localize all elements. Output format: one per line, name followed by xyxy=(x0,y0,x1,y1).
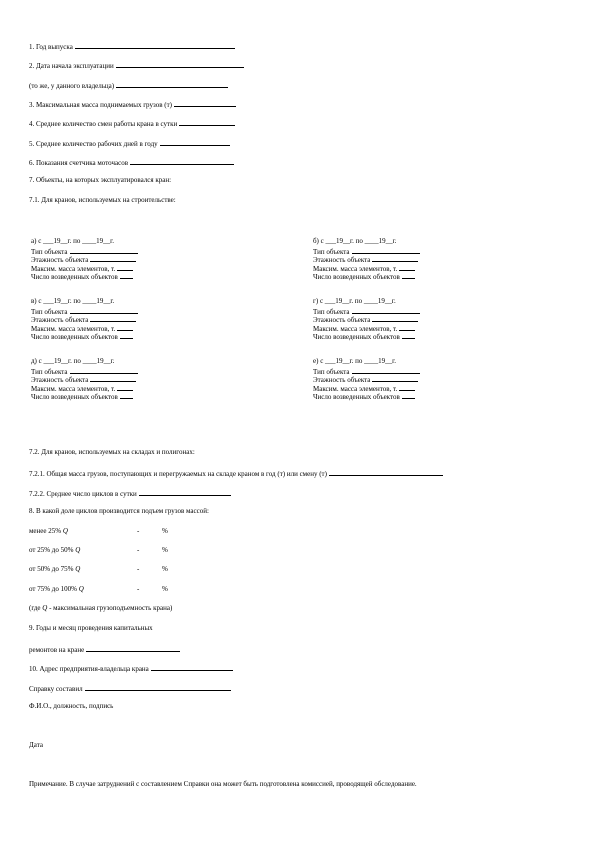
answer-line[interactable] xyxy=(86,644,180,652)
answer-line[interactable] xyxy=(372,314,418,322)
section-objects: 7. Объекты, на которых эксплуатировался кран: xyxy=(29,176,172,184)
object-type-label: Тип объекта xyxy=(31,247,68,256)
field-label: 2. Дата начала эксплуатации xyxy=(29,62,114,70)
object-block xyxy=(31,237,138,280)
field-shifts xyxy=(29,118,235,129)
load-dash: - xyxy=(137,585,140,593)
date-label: Дата xyxy=(29,741,43,749)
answer-line[interactable] xyxy=(90,314,136,322)
answer-line[interactable] xyxy=(174,99,236,107)
field-max-mass xyxy=(29,99,236,110)
field-label: ремонтов на кране xyxy=(29,646,85,654)
object-period[interactable]: б) с ___19__г. по ____19__г. xyxy=(313,237,397,245)
object-count-label: Число возведенных объектов xyxy=(313,273,400,281)
q-symbol: Q xyxy=(75,546,81,554)
answer-line[interactable] xyxy=(399,323,415,331)
object-floors-label: Этажность объекта xyxy=(31,256,89,264)
answer-line[interactable] xyxy=(352,366,420,374)
load-row xyxy=(29,527,68,536)
object-count-label: Число возведенных объектов xyxy=(313,333,400,341)
answer-line[interactable] xyxy=(329,468,443,476)
signature-label: Ф.И.О., должность, подпись xyxy=(29,702,114,710)
answer-line[interactable] xyxy=(70,306,138,314)
field-label: 5. Среднее количество рабочих дней в году xyxy=(29,140,158,148)
object-block xyxy=(31,297,138,340)
answer-line[interactable] xyxy=(372,254,418,262)
field-compiled xyxy=(29,683,231,694)
field-label: 10. Адрес предприятия-владельца крана xyxy=(29,665,149,673)
object-floors-label: Этажность объекта xyxy=(31,376,89,384)
object-floors-label: Этажность объекта xyxy=(313,256,371,264)
field-label: 4. Среднее количество смен работы крана в сутки xyxy=(29,120,178,128)
object-floors-label: Этажность объекта xyxy=(313,316,371,324)
load-note xyxy=(29,604,172,613)
field-label: (то же, у данного владельца) xyxy=(29,82,115,90)
answer-line[interactable] xyxy=(402,271,415,279)
q-symbol: Q xyxy=(75,565,81,573)
object-mass-label: Максим. масса элементов, т. xyxy=(31,324,116,333)
object-count-label: Число возведенных объектов xyxy=(313,393,400,401)
object-mass-label: Максим. масса элементов, т. xyxy=(31,264,116,273)
load-row xyxy=(29,585,84,594)
load-percent[interactable]: % xyxy=(162,585,168,593)
answer-line[interactable] xyxy=(399,383,415,391)
answer-line[interactable] xyxy=(117,323,133,331)
load-dash: - xyxy=(137,565,140,573)
field-label: 7.2.1. Общая масса грузов, поступающих и перегружаемых на складе краном в год (т) или смену (т) xyxy=(29,470,327,478)
section-warehouse: 7.2. Для кранов, используемых на складах и полигонах: xyxy=(29,448,195,456)
load-percent[interactable]: % xyxy=(162,565,168,573)
object-block xyxy=(313,297,420,340)
object-mass-label: Максим. масса элементов, т. xyxy=(313,384,398,393)
field-workdays xyxy=(29,138,230,149)
object-block xyxy=(313,357,420,400)
answer-line[interactable] xyxy=(352,246,420,254)
field-start-date-owner xyxy=(29,80,228,91)
answer-line[interactable] xyxy=(120,271,133,279)
object-mass-label: Максим. масса элементов, т. xyxy=(313,324,398,333)
object-period[interactable]: в) с ___19__г. по ____19__г. xyxy=(31,297,115,305)
object-type-label: Тип объекта xyxy=(313,367,350,376)
object-type-label: Тип объекта xyxy=(313,307,350,316)
field-label: 3. Максимальная масса поднимаемых грузов (т) xyxy=(29,101,172,109)
answer-line[interactable] xyxy=(85,683,231,691)
answer-line[interactable] xyxy=(116,80,228,88)
object-mass-label: Максим. масса элементов, т. xyxy=(31,384,116,393)
answer-line[interactable] xyxy=(372,374,418,382)
load-range: от 50% до 75% xyxy=(29,565,74,573)
object-type-label: Тип объекта xyxy=(313,247,350,256)
field-repairs: 9. Годы и месяц проведения капитальных xyxy=(29,624,153,632)
answer-line[interactable] xyxy=(120,331,133,339)
object-block xyxy=(313,237,420,280)
field-address xyxy=(29,663,233,674)
answer-line[interactable] xyxy=(70,246,138,254)
field-cycles xyxy=(29,488,231,499)
answer-line[interactable] xyxy=(70,366,138,374)
answer-line[interactable] xyxy=(117,383,133,391)
load-range: менее 25% xyxy=(29,527,62,535)
q-symbol: Q xyxy=(42,604,48,612)
section-construction: 7.1. Для кранов, используемых на строительстве: xyxy=(29,196,176,204)
field-total-mass xyxy=(29,468,443,479)
answer-line[interactable] xyxy=(120,391,133,399)
object-period[interactable]: д) с ___19__г. по ____19__г. xyxy=(31,357,115,365)
load-percent[interactable]: % xyxy=(162,546,168,554)
answer-line[interactable] xyxy=(139,488,231,496)
field-label: 1. Год выпуска xyxy=(29,43,73,51)
answer-line[interactable] xyxy=(399,263,415,271)
answer-line[interactable] xyxy=(352,306,420,314)
answer-line[interactable] xyxy=(90,254,136,262)
q-symbol: Q xyxy=(78,585,84,593)
object-floors-label: Этажность объекта xyxy=(31,316,89,324)
answer-line[interactable] xyxy=(116,60,244,68)
object-block xyxy=(31,357,138,400)
q-symbol: Q xyxy=(62,527,68,535)
object-count-label: Число возведенных объектов xyxy=(31,333,118,341)
answer-line[interactable] xyxy=(160,138,230,146)
answer-line[interactable] xyxy=(402,331,415,339)
load-percent[interactable]: % xyxy=(162,527,168,535)
field-label: 7.2.2. Среднее число циклов в сутки xyxy=(29,490,137,498)
load-range: от 75% до 100% xyxy=(29,585,77,593)
answer-line[interactable] xyxy=(151,663,233,671)
load-dash: - xyxy=(137,546,140,554)
field-label: Справку составил xyxy=(29,685,83,693)
answer-line[interactable] xyxy=(117,263,133,271)
load-row xyxy=(29,546,80,555)
object-period[interactable]: е) с ___19__г. по ____19__г. xyxy=(313,357,396,365)
remark: Примечание. В случае затруднений с составлением Справки она может быть подготовлена комиссией, проводящей обследование. xyxy=(29,780,417,788)
field-start-date xyxy=(29,60,244,71)
answer-line[interactable] xyxy=(90,374,136,382)
load-dash: - xyxy=(137,527,140,535)
load-range: от 25% до 50% xyxy=(29,546,74,554)
object-period[interactable]: г) с ___19__г. по ____19__г. xyxy=(313,297,396,305)
object-mass-label: Максим. масса элементов, т. xyxy=(313,264,398,273)
answer-line[interactable] xyxy=(402,391,415,399)
section-load-share: 8. В какой доле циклов производится подъем грузов массой: xyxy=(29,507,209,515)
field-repairs-cont xyxy=(29,644,180,655)
field-hour-meter xyxy=(29,157,234,168)
object-type-label: Тип объекта xyxy=(31,307,68,316)
note-prefix: (где xyxy=(29,604,41,612)
object-period[interactable]: а) с ___19__г. по ____19__г. xyxy=(31,237,114,245)
field-label: 6. Показания счетчика моточасов xyxy=(29,159,129,167)
note-text: - максимальная грузоподъемность крана) xyxy=(49,604,173,612)
answer-line[interactable] xyxy=(179,118,235,126)
load-row xyxy=(29,565,80,574)
answer-line[interactable] xyxy=(130,157,234,165)
object-count-label: Число возведенных объектов xyxy=(31,273,118,281)
answer-line[interactable] xyxy=(75,41,235,49)
object-count-label: Число возведенных объектов xyxy=(31,393,118,401)
field-year xyxy=(29,41,235,52)
object-floors-label: Этажность объекта xyxy=(313,376,371,384)
object-type-label: Тип объекта xyxy=(31,367,68,376)
